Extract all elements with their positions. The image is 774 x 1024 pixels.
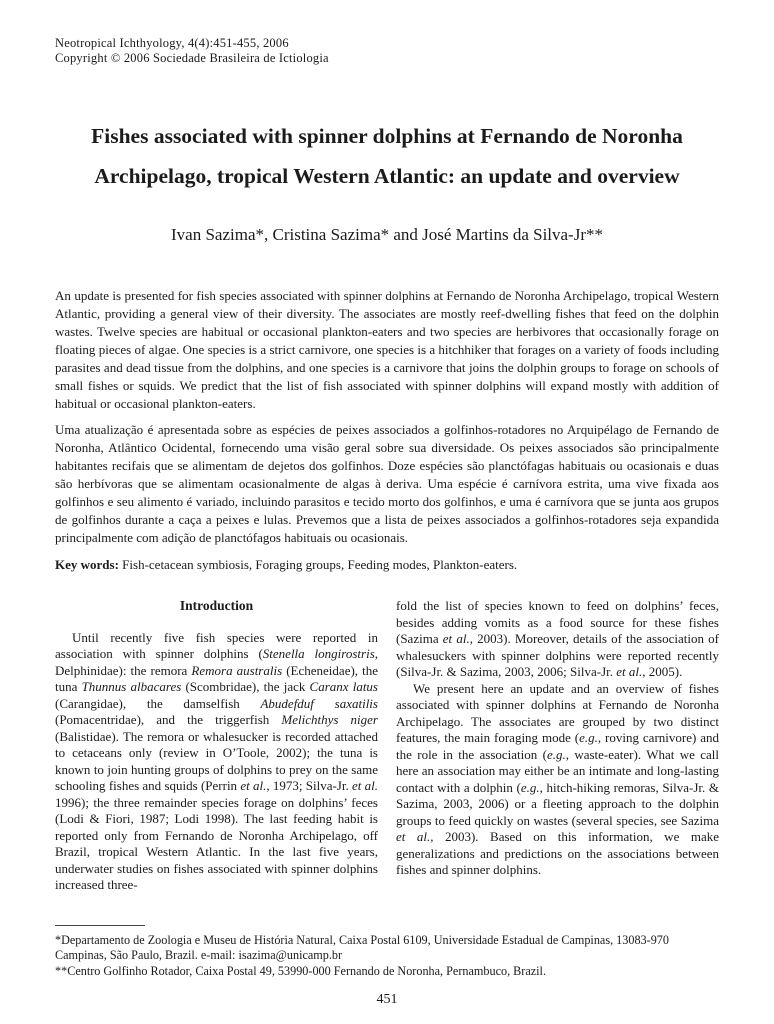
keywords-text: Fish-cetacean symbiosis, Foraging groups, Feeding modes, Plankton-eaters. bbox=[118, 557, 518, 572]
introduction-section bbox=[55, 598, 719, 894]
copyright-line: Copyright © 2006 Sociedade Brasileira de Ictiologia bbox=[55, 51, 329, 65]
body-paragraph: We present here an update and an overview of fishes associated with spinner dolphins at Fernando de Noronha Archipelago. The associates are grouped by two distinct features, the main foraging mode (e.g., roving carnivore) and the role in the association (e.g., waste-eater). What we call here an association may either be an intimate and long-lasting contact with a dolphin (e.g., hitch-hiking remoras, Silva-Jr. & Sazima, 2003, 2006) or a fleeting approach to the dolphin groups to feed quickly on wastes (several species, see Sazima et al., 2003). Based on this information, we make generalizations and predictions on the associations between fishes and spinner dolphins. bbox=[396, 680, 720, 877]
masthead bbox=[55, 36, 719, 66]
body-paragraph: fold the list of species known to feed on dolphins’ feces, besides adding vomits as a food source for these fishes (Sazima et al., 2003). Moreover, details of the association of whalesuckers with spinner dolphins were reported recently (Silva-Jr. & Sazima, 2003, 2006; Silva-Jr. et al., 2005). bbox=[396, 598, 719, 679]
footnote-divider bbox=[55, 925, 145, 926]
page-footer bbox=[55, 925, 719, 1009]
title-line-2: Archipelago, tropical Western Atlantic: an update and overview bbox=[94, 164, 680, 188]
footnote-affiliation-1: *Departamento de Zoologia e Museu de História Natural, Caixa Postal 6109, Universidade Estadual de Campinas, 13083-970 Campinas, São Paulo, Brazil. e-mail: isazima@unicamp.br bbox=[55, 932, 669, 962]
section-heading-introduction: Introduction bbox=[179, 598, 254, 613]
column-right bbox=[396, 598, 719, 894]
journal-citation: Neotropical Ichthyology, 4(4):451-455, 2006 bbox=[55, 36, 289, 50]
abstract-portuguese: Uma atualização é apresentada sobre as espécies de peixes associados a golfinhos-rotadores no Arquipélago de Fernando de Noronha, Atlântico Ocidental, fornecendo uma visão geral sobre sua diversidade. Os peixes associados são principalmente habitantes recifais que se alimentam de dejetos dos golfinhos. Doze espécies são planctófagas habituais ou ocasionais e duas são herbívoras que se alimentam ocasionalmente de algas à deriva. Uma espécie é carnívora estrita, uma vive fixada aos golfinhos e seu alimento é variado, incluindo parasitos e tecido morto dos golfinhos, e uma é carnívora que se junta aos grupos de golfinhos durante a caça a peixes e lulas. Prevemos que a lista de peixes associados a golfinhos-rotadores seja expandida principalmente com adição de planctófagos habituais ou ocasionais. bbox=[55, 422, 719, 545]
column-left bbox=[55, 598, 378, 894]
title-line-1: Fishes associated with spinner dolphins at Fernando de Noronha bbox=[91, 124, 683, 148]
body-paragraph: Until recently five fish species were reported in association with spinner dolphins (Stenella longirostris, Delphinidae): the remora Remora australis (Echeneidae), the tuna Thunnus albacares (Scombridae), the jack Caranx latus (Carangidae), the damselfish Abudefduf saxatilis (Pomacentridae), and the triggerfish Melichthys niger (Balistidae). The remora or whalesucker is recorded attached to cetaceans only (review in O’Toole, 2002); the tuna is known to join hunting groups of dolphins to prey on the same schooling fishes and squids (Perrin et al., 1973; Silva-Jr. et al. 1996); the three remainder species forage on dolphins’ feces (Lodi & Fiori, 1987; Lodi 1998). The last feeding habit is reported only from Fernando de Noronha Archipelago, off Brazil, tropical Western Atlantic. In the last five years, underwater studies on fishes associated with spinner dolphins increased three- bbox=[55, 629, 379, 892]
keywords-line bbox=[55, 556, 719, 574]
footnote-affiliation-2: **Centro Golfinho Rotador, Caixa Postal 49, 53990-000 Fernando de Noronha, Pernambuco, Brazil. bbox=[55, 963, 546, 978]
paper-title bbox=[55, 116, 719, 196]
keywords-label: Key words: bbox=[55, 557, 119, 572]
abstract-english: An update is presented for fish species associated with spinner dolphins at Fernando de Noronha Archipelago, tropical Western Atlantic, providing a general view of their diversity. The associates are mostly reef-dwelling fishes that feed on the dolphin wastes. Twelve species are habitual or occasional plankton-eaters and two species are herbivores that occasionally forage on floating pieces of algae. One species is a strict carnivore, one species is a hitchhiker that forages on a variety of foods including parasites and dead tissue from the dolphins, and one species is a carnivore that joins the dolphin groups to forage on schools of small fishes or squids. We predict that the list of fish associated with spinner dolphins will expand mostly with addition of habitual or occasional plankton-eaters. bbox=[55, 288, 719, 411]
column-right-body bbox=[396, 598, 719, 879]
column-left-body bbox=[55, 630, 378, 894]
page-number: 451 bbox=[376, 992, 398, 1007]
authors-line: Ivan Sazima*, Cristina Sazima* and José Martins da Silva-Jr** bbox=[171, 225, 603, 244]
